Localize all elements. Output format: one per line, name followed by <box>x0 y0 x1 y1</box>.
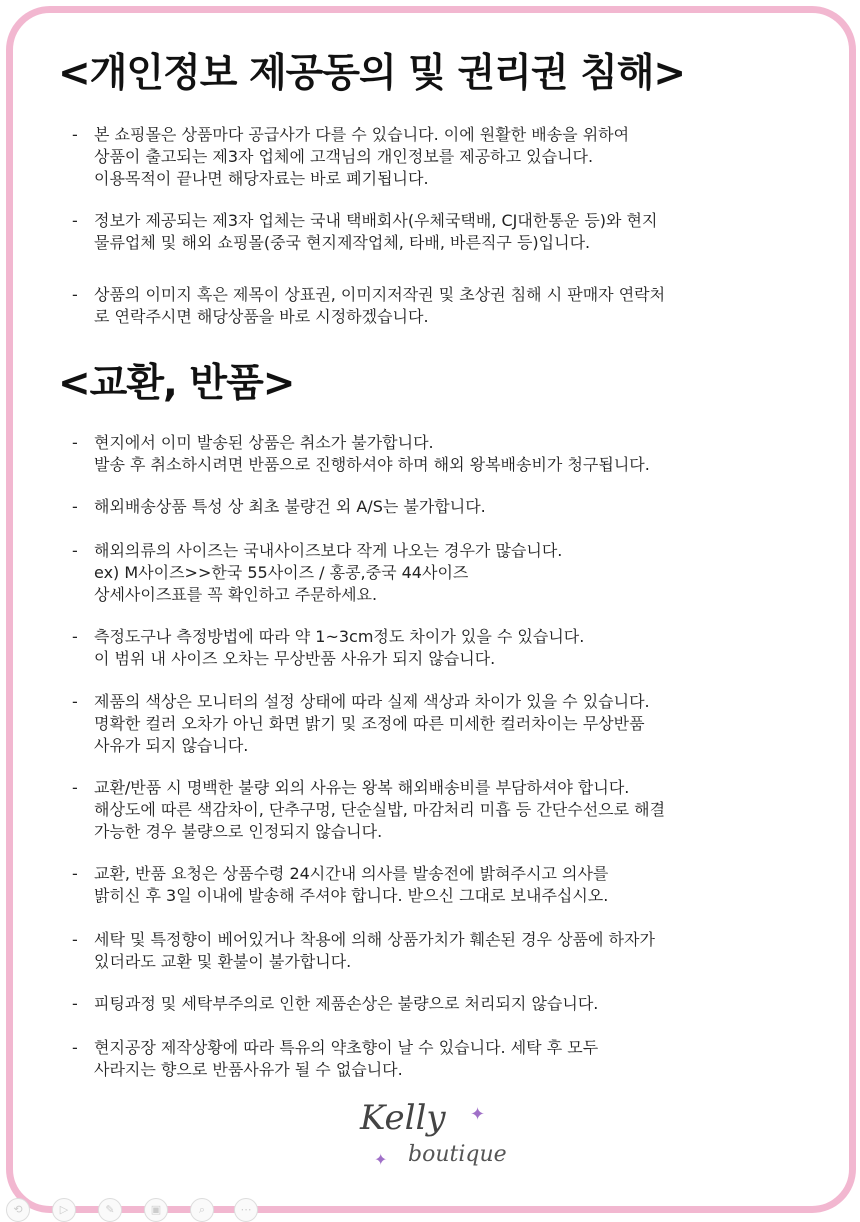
item-text <box>94 432 650 476</box>
item-text-line: 이용목적이 끝나면 해당자료는 바로 폐기됩니다. <box>94 169 429 188</box>
item-text-line: 상품의 이미지 혹은 제목이 상표권, 이미지저작권 및 초상권 침해 시 판매자 연락처 <box>94 285 666 304</box>
item-text-line: 해외의류의 사이즈는 국내사이즈보다 작게 나오는 경우가 많습니다. <box>94 541 563 560</box>
item-text-line: 상품이 출고되는 제3자 업체에 고객님의 개인정보를 제공하고 있습니다. <box>94 147 594 166</box>
item-text-line: 정보가 제공되는 제3자 업체는 국내 택배회사(우체국택배, CJ대한통운 등)와 현지 <box>94 211 658 230</box>
bullet-dash: - <box>72 497 78 516</box>
more-icon[interactable]: ⋯ <box>234 1198 258 1222</box>
bullet-dash: - <box>72 627 78 646</box>
item-text-line: 현지에서 이미 발송된 상품은 취소가 불가합니다. <box>94 433 434 452</box>
item-text-line: ex) M사이즈>>한국 55사이즈 / 홍콩,중국 44사이즈 <box>94 563 469 582</box>
item-text <box>94 777 665 843</box>
item-text-line: 제품의 색상은 모니터의 설정 상태에 따라 실제 색상과 차이가 있을 수 있습니다. <box>94 692 650 711</box>
bullet-dash: - <box>72 864 78 883</box>
bullet-dash: - <box>72 541 78 560</box>
item-text-line: 로 연락주시면 해당상품을 바로 시정하겠습니다. <box>94 307 429 326</box>
item-text <box>94 1037 598 1081</box>
item-text-line: 해외배송상품 특성 상 최초 불량건 외 A/S는 불가합니다. <box>94 497 486 516</box>
exchange-section-title: <교환, 반품> <box>58 361 295 406</box>
bullet-dash: - <box>72 285 78 304</box>
item-text-line: 현지공장 제작상황에 따라 특유의 약초향이 날 수 있습니다. 세탁 후 모두 <box>94 1038 599 1057</box>
item-text <box>94 496 486 518</box>
item-text <box>94 210 657 254</box>
item-text-line: 사라지는 향으로 반품사유가 될 수 없습니다. <box>94 1060 403 1079</box>
item-text-line: 가능한 경우 불량으로 인정되지 않습니다. <box>94 822 383 841</box>
kelly-boutique-logo <box>352 1098 512 1188</box>
item-text-line: 발송 후 취소하시려면 반품으로 진행하셔야 하며 해외 왕복배송비가 청구됩니다. <box>94 455 650 474</box>
zoom-icon[interactable]: ⌕ <box>190 1198 214 1222</box>
item-text <box>94 863 608 907</box>
item-text-line: 물류업체 및 해외 쇼핑몰(중국 현지제작업체, 타배, 바른직구 등)입니다. <box>94 233 591 252</box>
bullet-dash: - <box>72 994 78 1013</box>
item-text-line: 이 범위 내 사이즈 오차는 무상반품 사유가 되지 않습니다. <box>94 649 496 668</box>
item-text-line: 본 쇼핑몰은 상품마다 공급사가 다를 수 있습니다. 이에 원활한 배송을 위하여 <box>94 125 630 144</box>
item-text-line: 명확한 컬러 오차가 아닌 화면 밝기 및 조정에 따른 미세한 컬러차이는 무상반품 <box>94 714 645 733</box>
item-text-line: 피팅과정 및 세탁부주의로 인한 제품손상은 불량으로 처리되지 않습니다. <box>94 994 599 1013</box>
item-text-line: 해상도에 따른 색감차이, 단추구멍, 단순실밥, 마감처리 미흡 등 간단수선으로 해결 <box>94 800 666 819</box>
privacy-section-title: <개인정보 제공동의 및 권리권 침해> <box>58 51 686 96</box>
bullet-dash: - <box>72 692 78 711</box>
item-text-line: 있더라도 교환 및 환불이 불가합니다. <box>94 952 352 971</box>
item-text-line: 교환/반품 시 명백한 불량 외의 사유는 왕복 해외배송비를 부담하셔야 합니다. <box>94 778 630 797</box>
viewer-controls <box>0 1196 260 1221</box>
item-text <box>94 284 665 328</box>
bullet-dash: - <box>72 930 78 949</box>
sparkle-icon: ✦ <box>374 1150 388 1169</box>
edit-icon[interactable]: ✎ <box>98 1198 122 1222</box>
item-text-line: 상세사이즈표를 꼭 확인하고 주문하세요. <box>94 585 378 604</box>
bullet-dash: - <box>72 125 78 144</box>
save-icon[interactable]: ▣ <box>144 1198 168 1222</box>
item-text-line: 교환, 반품 요청은 상품수령 24시간내 의사를 발송전에 밝혀주시고 의사를 <box>94 864 609 883</box>
logo-main-text: Kelly <box>360 1098 446 1138</box>
item-text-line: 사유가 되지 않습니다. <box>94 736 249 755</box>
item-text <box>94 993 598 1015</box>
logo-sub-text: boutique <box>408 1142 507 1167</box>
item-text-line: 세탁 및 특정향이 베어있거나 착용에 의해 상품가치가 훼손된 경우 상품에 하자가 <box>94 930 655 949</box>
item-text-line: 측정도구나 측정방법에 따라 약 1~3cm정도 차이가 있을 수 있습니다. <box>94 627 585 646</box>
sparkle-icon: ✦ <box>470 1104 486 1125</box>
item-text <box>94 929 655 973</box>
item-text <box>94 124 629 190</box>
bullet-dash: - <box>72 433 78 452</box>
bullet-dash: - <box>72 211 78 230</box>
item-text <box>94 691 650 757</box>
item-text <box>94 540 562 606</box>
rotate-left-icon[interactable]: ⟲ <box>6 1198 30 1222</box>
item-text <box>94 626 584 670</box>
item-text-line: 밝히신 후 3일 이내에 발송해 주셔야 합니다. 받으신 그대로 보내주십시오. <box>94 886 609 905</box>
play-icon[interactable]: ▷ <box>52 1198 76 1222</box>
bullet-dash: - <box>72 1038 78 1057</box>
bullet-dash: - <box>72 778 78 797</box>
